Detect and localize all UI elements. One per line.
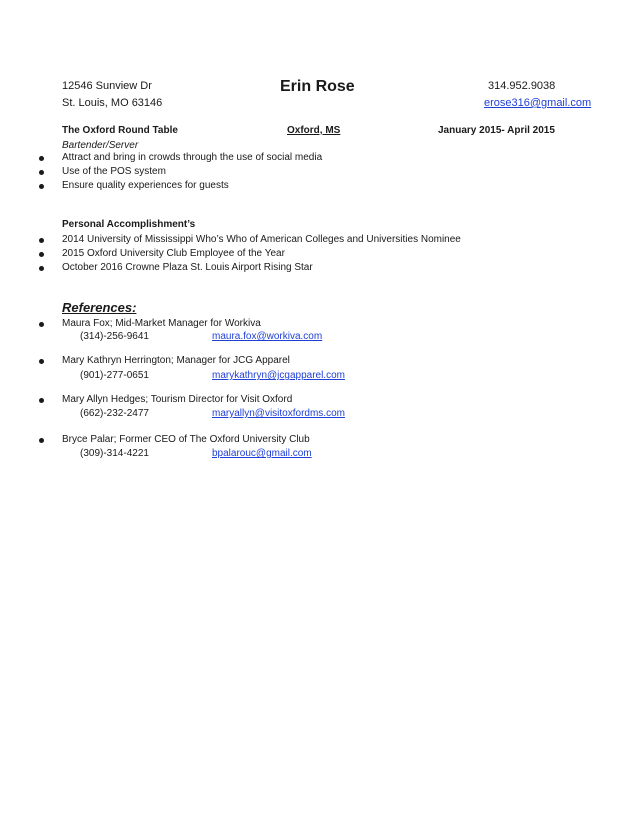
duty-item: Ensure quality experiences for guests (62, 180, 229, 191)
accomplishment-item: 2014 University of Mississippi Who’s Who of American Colleges and Universities Nominee (62, 234, 461, 245)
job-title: Bartender/Server (62, 140, 139, 151)
references-heading: References: (62, 300, 137, 315)
bullet (39, 252, 44, 257)
bullet (39, 359, 44, 364)
bullet (39, 438, 44, 443)
duty-item: Attract and bring in crowds through the use of social media (62, 152, 323, 163)
reference-phone: (662)-232-2477 (80, 408, 149, 419)
employer: The Oxford Round Table (62, 125, 178, 136)
reference-email[interactable]: maura.fox@workiva.com (212, 331, 323, 342)
address-line-2: St. Louis, MO 63146 (62, 97, 163, 109)
reference-phone: (901)-277-0651 (80, 370, 149, 381)
reference-name: Maura Fox; Mid-Market Manager for Workiva (62, 318, 261, 329)
accomplishments-heading: Personal Accomplishment’s (62, 219, 196, 230)
bullet (39, 266, 44, 271)
bullet (39, 238, 44, 243)
address-line-1: 12546 Sunview Dr (62, 80, 152, 92)
reference-phone: (309)-314-4221 (80, 448, 149, 459)
reference-name: Mary Allyn Hedges; Tourism Director for Visit Oxford (62, 394, 293, 405)
bullet (39, 322, 44, 327)
reference-email[interactable]: marykathryn@jcgapparel.com (212, 370, 345, 381)
bullet (39, 184, 44, 189)
accomplishment-item: 2015 Oxford University Club Employee of the Year (62, 248, 285, 259)
reference-name: Mary Kathryn Herrington; Manager for JCG Apparel (62, 355, 290, 366)
bullet (39, 156, 44, 161)
bullet (39, 398, 44, 403)
reference-email[interactable]: maryallyn@visitoxfordms.com (212, 408, 345, 419)
email-link[interactable]: erose316@gmail.com (484, 97, 592, 109)
phone-number: 314.952.9038 (488, 80, 556, 92)
reference-phone: (314)-256-9641 (80, 331, 149, 342)
reference-name: Bryce Palar; Former CEO of The Oxford University Club (62, 434, 310, 445)
duty-item: Use of the POS system (62, 166, 166, 177)
accomplishment-item: October 2016 Crowne Plaza St. Louis Airport Rising Star (62, 262, 313, 273)
candidate-name: Erin Rose (280, 78, 355, 95)
bullet (39, 170, 44, 175)
job-dates: January 2015- April 2015 (438, 125, 555, 136)
reference-email[interactable]: bpalarouc@gmail.com (212, 448, 312, 459)
job-location: Oxford, MS (287, 125, 341, 136)
